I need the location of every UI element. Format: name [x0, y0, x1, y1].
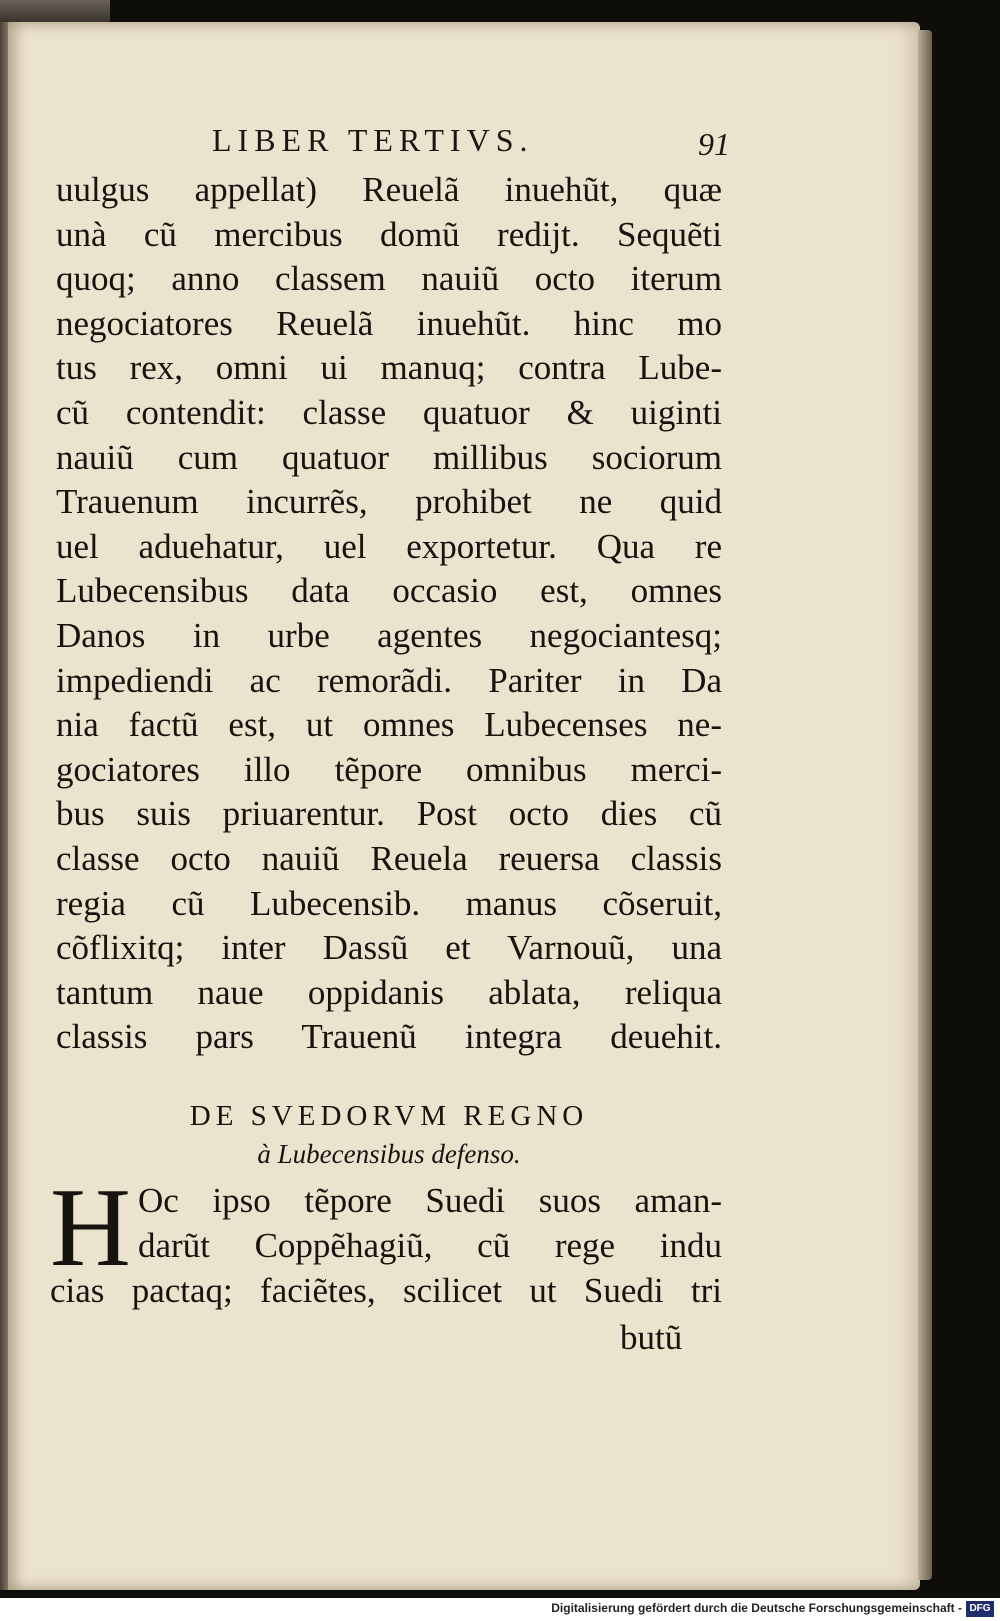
text-line: nia factũ est, ut omnes Lubecenses ne-: [56, 705, 722, 745]
text-line: quoq; anno classem nauiũ octo iterum: [56, 259, 722, 299]
page-number: 91: [698, 126, 730, 162]
page-header: [200, 122, 730, 162]
dfg-logo: DFG: [966, 1601, 994, 1617]
text-line: uel aduehatur, uel exportetur. Qua re: [56, 526, 722, 566]
section-heading: DE SVEDORVM REGNO: [189, 1100, 589, 1132]
funding-note: Digitalisierung gefördert durch die Deutsche Forschungsgemeinschaft -: [551, 1601, 962, 1615]
text-line: Lubecensibus data occasio est, omnes: [56, 571, 722, 611]
text-line: regia cũ Lubecensib. manus cõseruit,: [56, 883, 722, 923]
catchword: butũ: [620, 1318, 683, 1357]
text-line: classis pars Trauenũ integra deuehit.: [56, 1017, 722, 1057]
text-line: cũ contendit: classe quatuor & uiginti: [56, 392, 722, 432]
text-line: bus suis priuarentur. Post octo dies cũ: [56, 794, 722, 834]
text-line: unà cũ mercibus domũ redijt. Sequẽti: [56, 214, 722, 254]
text-line: classe octo nauiũ Reuela reuersa classis: [56, 838, 722, 878]
text-line: tus rex, omni ui manuq; contra Lube-: [56, 348, 722, 388]
book-binding-top: [0, 0, 110, 22]
text-line: darũt Coppẽhagiũ, cũ rege indu: [138, 1226, 722, 1265]
text-line: Danos in urbe agentes negociantesq;: [56, 615, 722, 655]
text-line: Oc ipso tẽpore Suedi suos aman-: [138, 1181, 722, 1220]
text-line: cias pactaq; faciẽtes, scilicet ut Suedi tri: [50, 1271, 722, 1310]
text-line: Trauenum incurrẽs, prohibet ne quid: [56, 482, 722, 522]
text-line: nauiũ cum quatuor millibus sociorum: [56, 437, 722, 477]
body-text: [56, 168, 722, 1060]
drop-cap: H: [50, 1166, 131, 1290]
text-line: tantum naue oppidanis ablata, reliqua: [56, 972, 722, 1012]
text-line: uulgus appellat) Reuelã inuehũt, quæ: [56, 170, 722, 209]
page-edge: [918, 30, 932, 1580]
section-subheading: à Lubecensibus defenso.: [257, 1139, 521, 1169]
text-line: negociatores Reuelã inuehũt. hinc mo: [56, 303, 722, 343]
running-title: LIBER TERTIVS.: [212, 122, 534, 158]
section-body: [50, 1166, 722, 1313]
text-line: cõflixitq; inter Dassũ et Varnouũ, una: [56, 928, 722, 968]
text-line: impediendi ac remorãdi. Pariter in Da: [56, 660, 722, 700]
text-line: gociatores illo tẽpore omnibus merci-: [56, 749, 722, 789]
